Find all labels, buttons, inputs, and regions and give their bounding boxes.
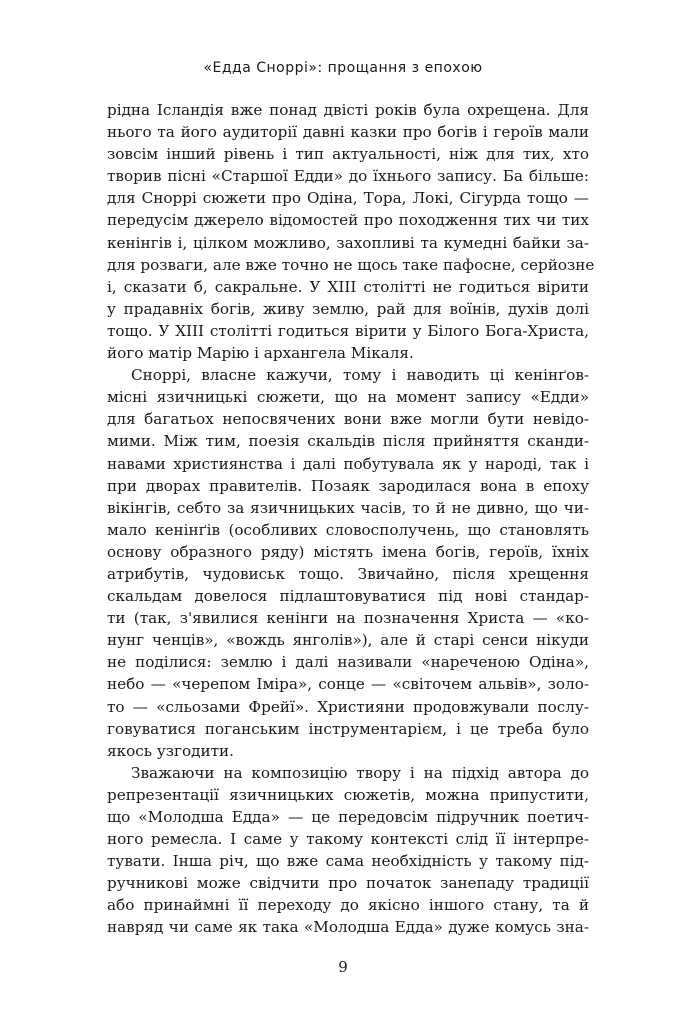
text-line: кенінгів і, цілком можливо, захопливі та кумедні байки за- (107, 233, 589, 252)
text-line: зовсім інший рівень і тип актуальності, ніж для тих, хто (107, 145, 589, 164)
text-line: то — «сльозами Фрейї». Християни продовжували послу- (107, 697, 589, 716)
text-line: тувати. Інша річ, що вже сама необхідність у такому під- (107, 852, 589, 871)
text-line: рідна Ісландія вже понад двісті років була охрещена. Для (107, 101, 589, 119)
text-line: ручникові може свідчити про початок занепаду традиції (107, 874, 589, 893)
text-line: для багатьох непосвячених вони вже могли бути невідо- (107, 410, 589, 429)
text-line: скальдам довелося підлаштовуватися під нові стандар- (107, 587, 589, 606)
text-line: або принаймні її переходу до якісно іншого стану, та й (107, 896, 589, 915)
text-line: репрезентації язичницьких сюжетів, можна припустити, (107, 785, 589, 804)
text-line: і, сказати б, сакральне. У XIII столітті не годиться вірити (107, 277, 589, 296)
text-line: атрибутів, чудовиськ тощо. Звичайно, після хрещення (107, 564, 589, 583)
text-line: Сноррі, власне кажучи, тому і наводить ці кенінґов- (131, 366, 589, 385)
text-line: небо — «черепом Іміра», сонце — «світочем альвів», золо- (107, 675, 589, 694)
text-line: його матір Марію і архангела Мікаля. (107, 344, 414, 363)
paragraph (107, 364, 589, 762)
text-line: передусім джерело відомостей про походження тих чи тих (107, 211, 589, 230)
running-head: «Едда Сноррі»: прощання з епохою (203, 60, 483, 76)
text-line: навряд чи саме як така «Молодша Едда» дуже комусь зна- (107, 918, 589, 937)
text-line: навами християнства і далі побутувала як у народі, так і (107, 454, 589, 473)
text-line: місні язичницькі сюжети, що на момент запису «Едди» (107, 388, 589, 407)
text-line: нього та його аудиторії давні казки про богів і героїв мали (107, 123, 589, 142)
page-number: 9 (338, 958, 348, 976)
text-line: тощо. У XIII столітті годиться вірити у Білого Бога-Христа, (107, 321, 589, 340)
text-line: говуватися поганським інструментарієм, і це треба було (107, 719, 589, 738)
text-line: мими. Між тим, поезія скальдів після прийняття сканди- (107, 432, 589, 451)
text-line: для Сноррі сюжети про Одіна, Тора, Локі, Сігурда тощо — (107, 189, 589, 208)
text-line: не поділися: землю і далі називали «нареченою Одіна», (107, 653, 589, 672)
body-text (107, 99, 595, 939)
text-line: Зважаючи на композицію твору і на підхід автора до (131, 763, 589, 782)
text-line: мало кенінґів (особливих словосполучень, що становлять (107, 520, 589, 539)
paragraph (107, 762, 589, 939)
text-line: нунг ченців», «вождь янголів»), але й старі сенси нікуди (107, 631, 589, 650)
paragraph (107, 99, 595, 364)
text-line: ти (так, з'явилися кенінги на позначення Христа — «ко- (107, 609, 589, 628)
text-line: у прадавніх богів, живу землю, рай для воїнів, духів долі (107, 299, 589, 318)
text-line: при дворах правителів. Позаяк зародилася вона в епоху (107, 476, 589, 495)
text-line: ного ремесла. І саме у такому контексті слід її інтерпре- (107, 830, 589, 849)
text-line: що «Молодша Едда» — це передовсім підручник поетич- (107, 808, 589, 826)
text-line: для розваги, але вже точно не щось таке пафосне, серйозне (107, 255, 595, 274)
text-line: творив пісні «Старшої Едди» до їхнього запису. Ба більше: (107, 167, 589, 186)
text-line: вікінгів, себто за язичницьких часів, то й не дивно, що чи- (107, 498, 589, 517)
text-line: якось узгодити. (107, 741, 234, 760)
text-line: основу образного ряду) містять імена богів, героїв, їхніх (107, 542, 589, 561)
